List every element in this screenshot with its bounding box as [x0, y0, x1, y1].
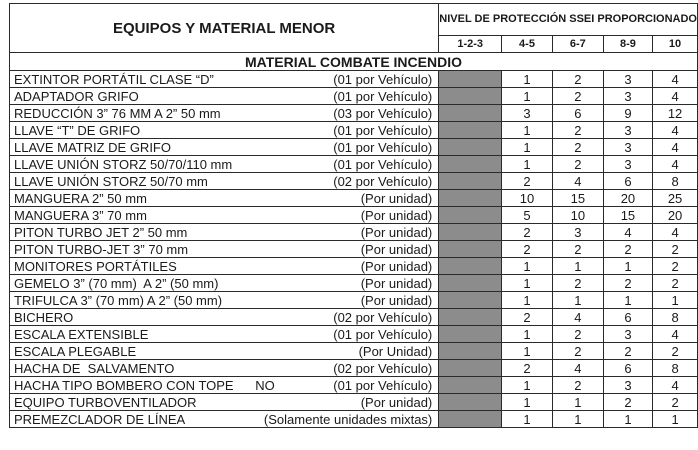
table-row	[10, 105, 698, 122]
level-value-cell: 2	[603, 275, 652, 292]
item-cell	[10, 360, 439, 377]
item-quantity-note: (Por unidad)	[360, 190, 433, 206]
item-name: MANGUERA 3” 70 mm	[14, 207, 147, 223]
level-value-cell: 3	[603, 156, 652, 173]
level-value-cell: 20	[603, 190, 652, 207]
item-quantity-note: (01 por Vehículo)	[333, 377, 433, 393]
level-value-cell: 2	[552, 343, 603, 360]
section-title: MATERIAL COMBATE INCENDIO	[10, 53, 698, 71]
level-value-cell: 8	[653, 360, 698, 377]
shaded-level-cell	[439, 88, 502, 105]
level-value-cell: 15	[603, 207, 652, 224]
shaded-level-cell	[439, 156, 502, 173]
level-value-cell: 6	[603, 309, 652, 326]
table-row	[10, 309, 698, 326]
item-quantity-note: (Por unidad)	[360, 258, 433, 274]
item-name: PITON TURBO-JET 3” 70 mm	[14, 241, 189, 257]
level-value-cell: 2	[653, 275, 698, 292]
level-value-cell: 2	[552, 241, 603, 258]
item-cell	[10, 292, 439, 309]
shaded-level-cell	[439, 326, 502, 343]
level-value-cell: 2	[502, 173, 553, 190]
shaded-level-cell	[439, 173, 502, 190]
item-name: LLAVE “T” DE GRIFO	[14, 122, 141, 138]
item-cell	[10, 377, 439, 394]
item-quantity-note: (02 por Vehículo)	[333, 309, 433, 325]
level-value-cell: 1	[603, 258, 652, 275]
level-value-cell: 2	[552, 377, 603, 394]
item-quantity-note: (Por unidad)	[360, 207, 433, 223]
item-quantity-note: (Por unidad)	[360, 275, 433, 291]
item-cell	[10, 139, 439, 156]
level-value-cell: 4	[653, 156, 698, 173]
level-value-cell: 2	[653, 343, 698, 360]
shaded-level-cell	[439, 377, 502, 394]
item-quantity-note: (Por Unidad)	[358, 343, 433, 359]
level-value-cell: 2	[552, 139, 603, 156]
level-value-cell: 3	[603, 122, 652, 139]
item-quantity-note: (02 por Vehículo)	[333, 360, 433, 376]
item-name: ESCALA PLEGABLE	[14, 343, 137, 359]
level-value-cell: 1	[603, 292, 652, 309]
level-header-1-2-3: 1-2-3	[439, 36, 502, 53]
shaded-level-cell	[439, 71, 502, 88]
level-value-cell: 3	[603, 139, 652, 156]
level-value-cell: 4	[552, 309, 603, 326]
item-quantity-note: (Por unidad)	[360, 292, 433, 308]
level-value-cell: 2	[653, 258, 698, 275]
level-value-cell: 20	[653, 207, 698, 224]
table-row	[10, 71, 698, 88]
table-row	[10, 360, 698, 377]
level-value-cell: 3	[603, 71, 652, 88]
level-value-cell: 2	[552, 275, 603, 292]
level-value-cell: 6	[552, 105, 603, 122]
table-row	[10, 292, 698, 309]
item-cell	[10, 88, 439, 105]
level-value-cell: 1	[552, 258, 603, 275]
table-row	[10, 88, 698, 105]
item-quantity-note: (01 por Vehículo)	[333, 139, 433, 155]
shaded-level-cell	[439, 411, 502, 428]
level-value-cell: 2	[552, 88, 603, 105]
table-row	[10, 411, 698, 428]
level-value-cell: 1	[502, 411, 553, 428]
item-cell	[10, 71, 439, 88]
item-quantity-note: (Por unidad)	[360, 241, 433, 257]
level-value-cell: 4	[653, 139, 698, 156]
level-value-cell: 2	[603, 241, 652, 258]
level-value-cell: 1	[502, 275, 553, 292]
item-name: ESCALA EXTENSIBLE	[14, 326, 149, 342]
shaded-level-cell	[439, 275, 502, 292]
item-name: EXTINTOR PORTÁTIL CLASE “D”	[14, 71, 214, 87]
level-value-cell: 1	[552, 394, 603, 411]
shaded-level-cell	[439, 241, 502, 258]
level-value-cell: 10	[502, 190, 553, 207]
item-quantity-note: (03 por Vehículo)	[333, 105, 433, 121]
level-value-cell: 2	[552, 156, 603, 173]
item-quantity-note: (01 por Vehículo)	[333, 122, 433, 138]
level-value-cell: 2	[552, 122, 603, 139]
shaded-level-cell	[439, 224, 502, 241]
table-row	[10, 241, 698, 258]
level-value-cell: 1	[502, 88, 553, 105]
item-cell	[10, 343, 439, 360]
level-value-cell: 3	[603, 88, 652, 105]
level-value-cell: 1	[502, 343, 553, 360]
level-value-cell: 3	[552, 224, 603, 241]
item-cell	[10, 394, 439, 411]
shaded-level-cell	[439, 122, 502, 139]
level-header-10: 10	[653, 36, 698, 53]
table-row	[10, 258, 698, 275]
item-quantity-note: (01 por Vehículo)	[333, 156, 433, 172]
level-value-cell: 15	[552, 190, 603, 207]
item-quantity-note: (01 por Vehículo)	[333, 71, 433, 87]
level-value-cell: 2	[603, 394, 652, 411]
item-quantity-note: (Por unidad)	[360, 224, 433, 240]
item-name: EQUIPO TURBOVENTILADOR	[14, 394, 197, 410]
level-value-cell: 8	[653, 173, 698, 190]
table-body	[10, 71, 698, 428]
item-cell	[10, 122, 439, 139]
table-row	[10, 394, 698, 411]
level-value-cell: 2	[502, 360, 553, 377]
item-quantity-note: (Por unidad)	[360, 394, 433, 410]
level-value-cell: 2	[502, 309, 553, 326]
level-value-cell: 4	[552, 173, 603, 190]
item-name: REDUCCIÓN 3” 76 MM A 2” 50 mm	[14, 105, 221, 121]
item-name: LLAVE UNIÓN STORZ 50/70/110 mm	[14, 156, 233, 172]
shaded-level-cell	[439, 258, 502, 275]
level-value-cell: 3	[502, 105, 553, 122]
level-header-6-7: 6-7	[552, 36, 603, 53]
item-name: HACHA DE SALVAMENTO	[14, 360, 175, 376]
shaded-level-cell	[439, 190, 502, 207]
shaded-level-cell	[439, 139, 502, 156]
level-value-cell: 1	[502, 258, 553, 275]
table-row	[10, 173, 698, 190]
item-cell	[10, 190, 439, 207]
level-value-cell: 6	[603, 360, 652, 377]
level-value-cell: 1	[502, 139, 553, 156]
item-quantity-note: (02 por Vehículo)	[333, 173, 433, 189]
level-value-cell: 3	[603, 326, 652, 343]
level-value-cell: 9	[603, 105, 652, 122]
shaded-level-cell	[439, 309, 502, 326]
item-quantity-note: (01 por Vehículo)	[333, 88, 433, 104]
shaded-level-cell	[439, 292, 502, 309]
item-name: MANGUERA 2” 50 mm	[14, 190, 147, 206]
item-cell	[10, 105, 439, 122]
level-value-cell: 2	[653, 394, 698, 411]
protection-level-header: NIVEL DE PROTECCIÓN SSEI PROPORCIONADO	[439, 4, 698, 36]
item-cell	[10, 275, 439, 292]
table-row	[10, 326, 698, 343]
equipment-table	[9, 3, 698, 428]
shaded-level-cell	[439, 105, 502, 122]
table-row	[10, 139, 698, 156]
shaded-level-cell	[439, 343, 502, 360]
level-value-cell: 1	[502, 292, 553, 309]
level-value-cell: 2	[502, 224, 553, 241]
item-cell	[10, 309, 439, 326]
item-name: HACHA TIPO BOMBERO CON TOPE NO	[14, 377, 275, 393]
level-value-cell: 4	[603, 224, 652, 241]
item-quantity-note: (Solamente unidades mixtas)	[263, 411, 433, 427]
level-value-cell: 4	[653, 88, 698, 105]
level-value-cell: 25	[653, 190, 698, 207]
level-value-cell: 1	[502, 71, 553, 88]
table-row	[10, 275, 698, 292]
level-value-cell: 1	[552, 292, 603, 309]
shaded-level-cell	[439, 207, 502, 224]
item-name: PREMEZCLADOR DE LÍNEA	[14, 411, 186, 427]
table-title: EQUIPOS Y MATERIAL MENOR	[10, 4, 439, 53]
table-row	[10, 190, 698, 207]
item-cell	[10, 207, 439, 224]
level-value-cell: 2	[653, 241, 698, 258]
item-name: LLAVE UNIÓN STORZ 50/70 mm	[14, 173, 208, 189]
level-header-4-5: 4-5	[502, 36, 553, 53]
item-cell	[10, 224, 439, 241]
level-value-cell: 4	[552, 360, 603, 377]
level-value-cell: 4	[653, 326, 698, 343]
level-value-cell: 4	[653, 224, 698, 241]
item-name: BICHERO	[14, 309, 74, 325]
item-cell	[10, 411, 439, 428]
level-value-cell: 1	[502, 122, 553, 139]
item-name: TRIFULCA 3” (70 mm) A 2” (50 mm)	[14, 292, 223, 308]
level-header-8-9: 8-9	[603, 36, 652, 53]
item-cell	[10, 241, 439, 258]
level-value-cell: 1	[603, 411, 652, 428]
level-value-cell: 4	[653, 71, 698, 88]
item-name: GEMELO 3” (70 mm) A 2” (50 mm)	[14, 275, 219, 291]
level-value-cell: 1	[502, 394, 553, 411]
level-value-cell: 1	[502, 377, 553, 394]
level-value-cell: 2	[552, 326, 603, 343]
table-row	[10, 207, 698, 224]
table-row	[10, 122, 698, 139]
level-value-cell: 2	[552, 71, 603, 88]
level-value-cell: 1	[502, 326, 553, 343]
shaded-level-cell	[439, 394, 502, 411]
level-value-cell: 4	[653, 377, 698, 394]
item-name: ADAPTADOR GRIFO	[14, 88, 139, 104]
table-row	[10, 156, 698, 173]
item-cell	[10, 258, 439, 275]
item-name: LLAVE MATRIZ DE GRIFO	[14, 139, 171, 155]
table-row	[10, 224, 698, 241]
item-cell	[10, 173, 439, 190]
level-value-cell: 5	[502, 207, 553, 224]
level-value-cell: 1	[502, 156, 553, 173]
level-value-cell: 12	[653, 105, 698, 122]
table-row	[10, 377, 698, 394]
shaded-level-cell	[439, 360, 502, 377]
level-value-cell: 4	[653, 122, 698, 139]
item-cell	[10, 156, 439, 173]
level-value-cell: 6	[603, 173, 652, 190]
item-name: PITON TURBO JET 2” 50 mm	[14, 224, 188, 240]
item-name: MONITORES PORTÁTILES	[14, 258, 177, 274]
level-value-cell: 2	[502, 241, 553, 258]
item-cell	[10, 326, 439, 343]
level-value-cell: 8	[653, 309, 698, 326]
level-value-cell: 1	[653, 411, 698, 428]
level-value-cell: 1	[653, 292, 698, 309]
level-value-cell: 3	[603, 377, 652, 394]
level-value-cell: 10	[552, 207, 603, 224]
level-value-cell: 1	[552, 411, 603, 428]
level-value-cell: 2	[603, 343, 652, 360]
table-row	[10, 343, 698, 360]
item-quantity-note: (01 por Vehículo)	[333, 326, 433, 342]
